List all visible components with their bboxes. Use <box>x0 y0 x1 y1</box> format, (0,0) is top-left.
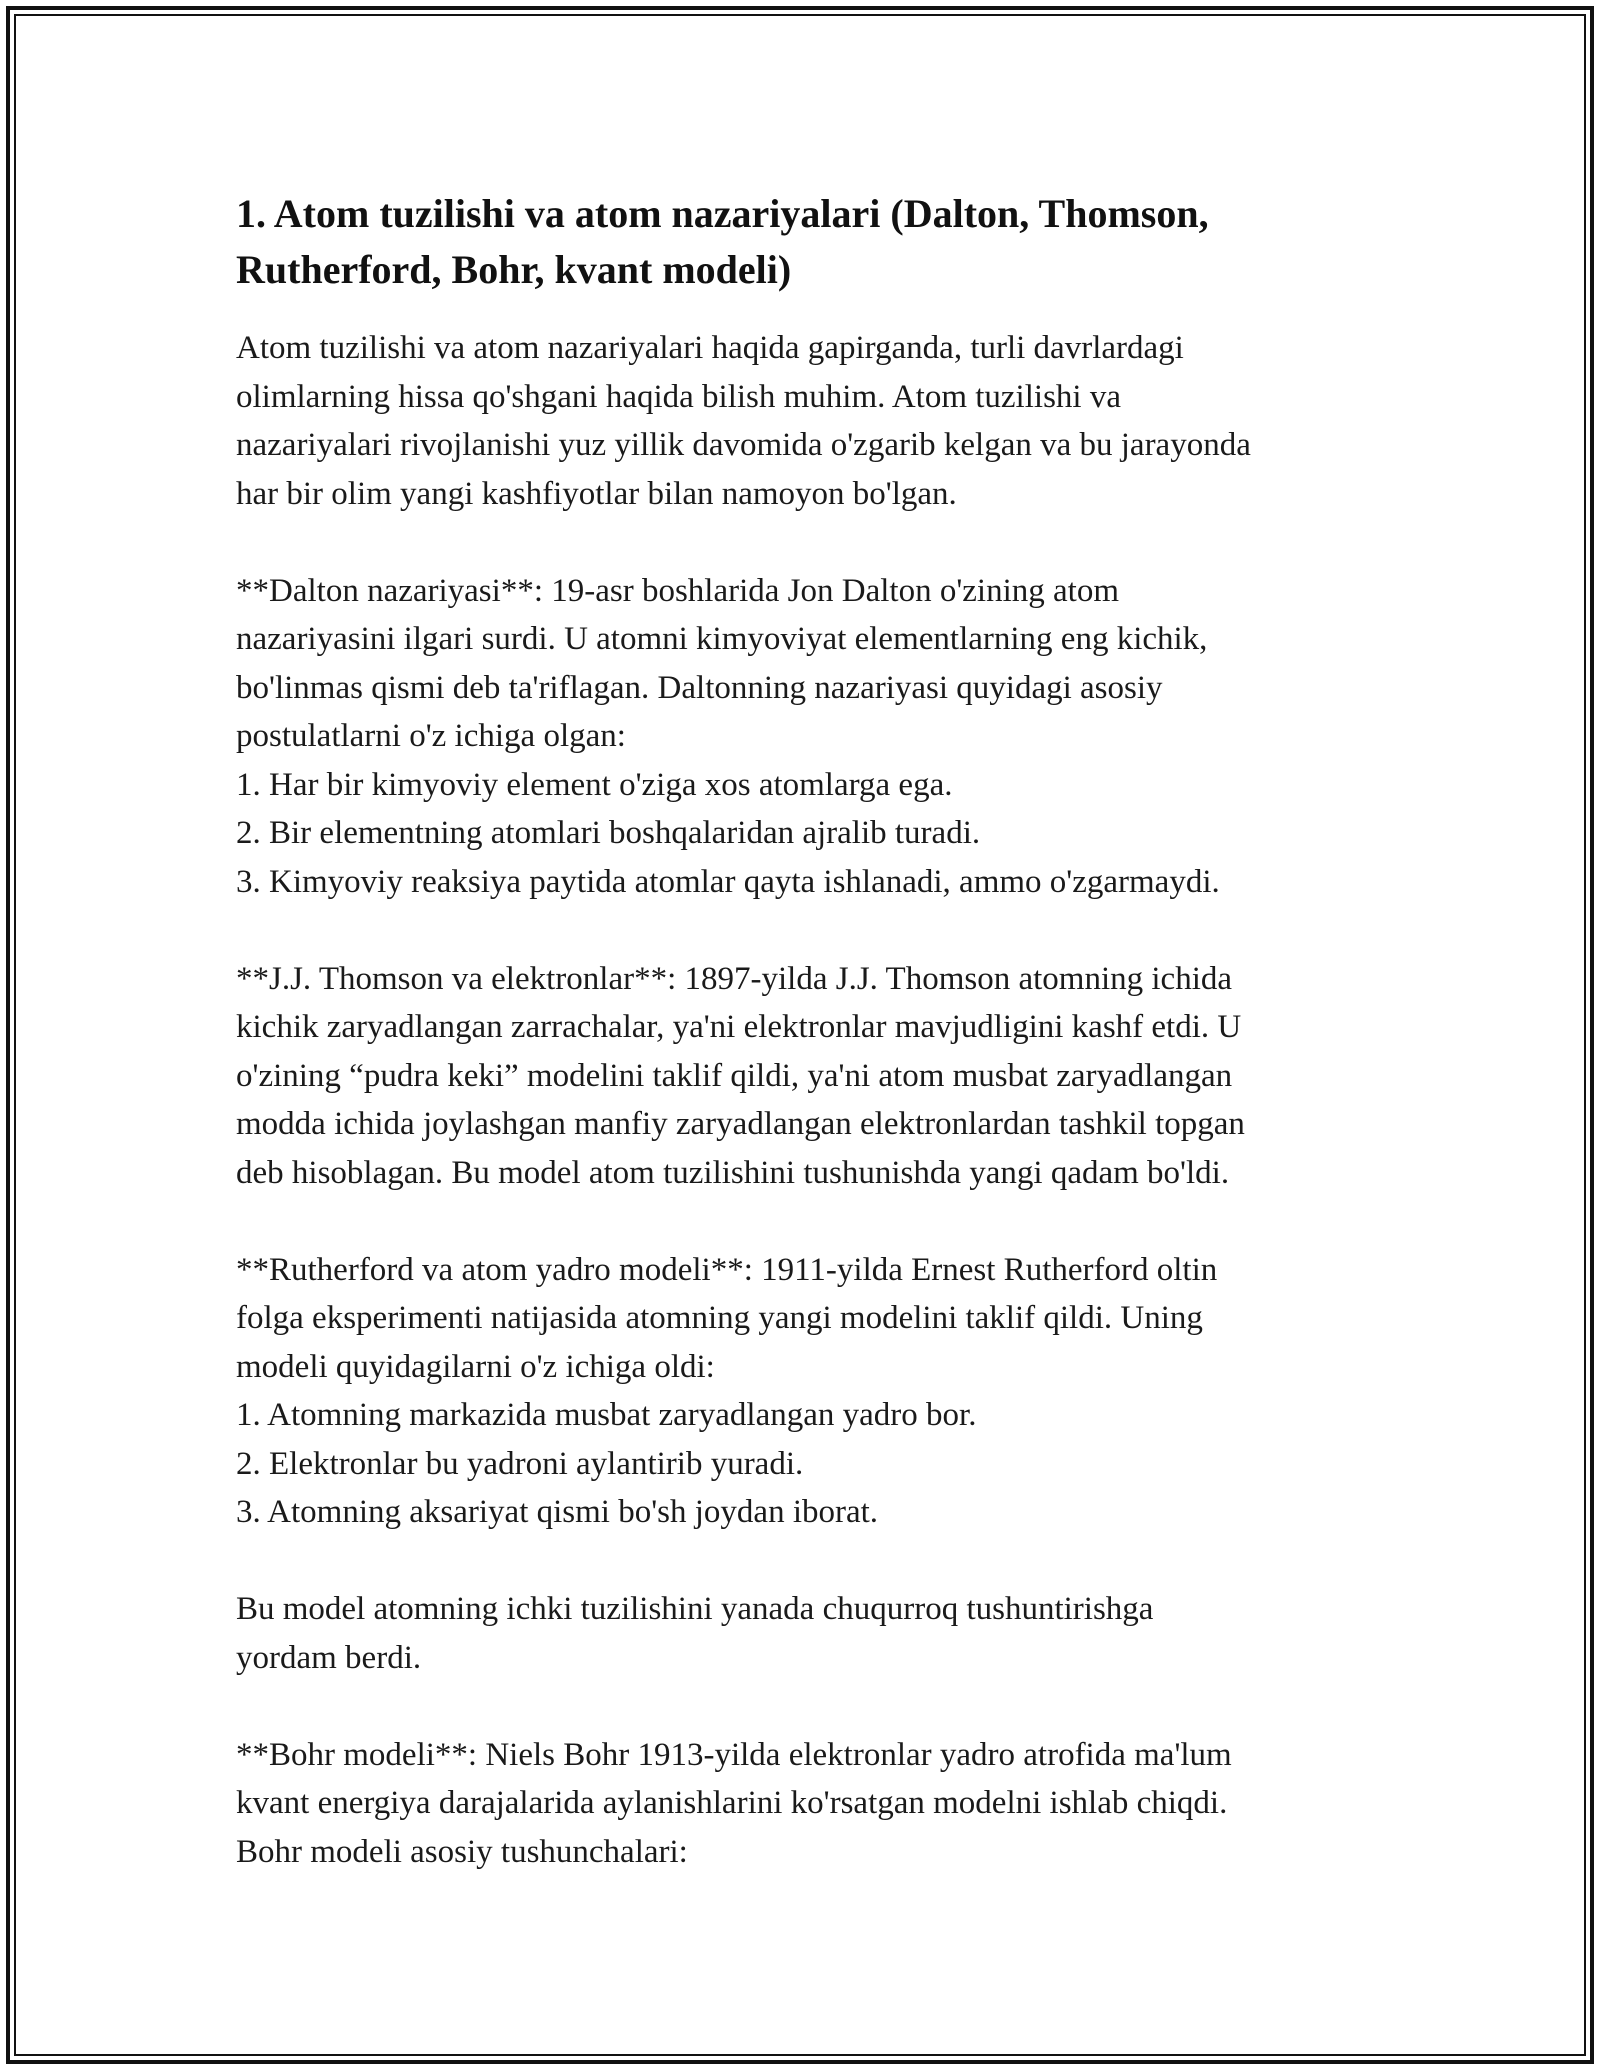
text-line: nazariyasini ilgari surdi. U atomni kimyoviyat elementlarning eng kichik, <box>236 621 1208 657</box>
text-line: bo'linmas qismi deb ta'riflagan. Daltonning nazariyasi quyidagi asosiy <box>236 669 1163 706</box>
list-item: 3. Kimyoviy reaksiya paytida atomlar qayta ishlanadi, ammo o'zgarmaydi. <box>236 863 1220 900</box>
list-item: 1. Atomning markazida musbat zaryadlangan yadro bor. <box>236 1397 977 1433</box>
text-line: kichik zaryadlangan zarrachalar, ya'ni elektronlar mavjudligini kashf etdi. U <box>236 1009 1242 1045</box>
section-title <box>236 186 1376 298</box>
text-line: modeli quyidagilarni o'z ichiga oldi: <box>236 1348 715 1385</box>
text-line: nazariyalari rivojlanishi yuz yillik davomida o'zgarib kelgan va bu jarayonda <box>236 427 1251 463</box>
thomson-paragraph <box>236 955 1376 1198</box>
title-line: 1. Atom tuzilishi va atom nazariyalari (Dalton, Thomson, <box>236 191 1209 236</box>
text-line: **Dalton nazariyasi**: 19-asr boshlarida Jon Dalton o'zining atom <box>236 572 1119 609</box>
text-line: yordam berdi. <box>236 1639 422 1676</box>
text-line: **Bohr modeli**: Niels Bohr 1913-yilda elektronlar yadro atrofida ma'lum <box>236 1736 1232 1773</box>
list-item: 2. Elektronlar bu yadroni aylantirib yuradi. <box>236 1445 804 1482</box>
rutherford-paragraph <box>236 1246 1376 1537</box>
paragraph-spacer <box>236 518 1376 567</box>
paragraph-spacer <box>236 1537 1376 1586</box>
rutherford-summary-paragraph <box>236 1585 1376 1682</box>
list-item: 2. Bir elementning atomlari boshqalaridan ajralib turadi. <box>236 815 981 851</box>
text-line: postulatlarni o'z ichiga olgan: <box>236 718 626 754</box>
text-line: har bir olim yangi kashfiyotlar bilan namoyon bo'lgan. <box>236 475 957 512</box>
intro-paragraph <box>236 324 1376 518</box>
document-body <box>236 186 1376 1876</box>
paragraph-spacer <box>236 1682 1376 1731</box>
title-line: Rutherford, Bohr, kvant modeli) <box>236 247 792 292</box>
text-line: Atom tuzilishi va atom nazariyalari haqida gapirganda, turli davrlardagi <box>236 330 1184 366</box>
text-line: Bu model atomning ichki tuzilishini yanada chuqurroq tushuntirishga <box>236 1591 1154 1627</box>
text-line: Bohr modeli asosiy tushunchalari: <box>236 1833 688 1870</box>
text-line: olimlarning hissa qo'shgani haqida bilish muhim. Atom tuzilishi va <box>236 378 1121 415</box>
text-line: folga eksperimenti natijasida atomning yangi modelini taklif qildi. Uning <box>236 1300 1203 1336</box>
dalton-paragraph <box>236 567 1376 907</box>
list-item: 3. Atomning aksariyat qismi bo'sh joydan iborat. <box>236 1494 879 1530</box>
text-line: modda ichida joylashgan manfiy zaryadlangan elektronlardan tashkil topgan <box>236 1106 1245 1142</box>
paragraph-spacer <box>236 906 1376 955</box>
text-line: o'zining “pudra keki” modelini taklif qildi, ya'ni atom musbat zaryadlangan <box>236 1057 1233 1094</box>
text-line: **J.J. Thomson va elektronlar**: 1897-yilda J.J. Thomson atomning ichida <box>236 960 1233 997</box>
paragraph-spacer <box>236 1197 1376 1246</box>
bohr-paragraph <box>236 1731 1376 1877</box>
text-line: **Rutherford va atom yadro modeli**: 1911-yilda Ernest Rutherford oltin <box>236 1251 1218 1288</box>
text-line: kvant energiya darajalarida aylanishlarini ko'rsatgan modelni ishlab chiqdi. <box>236 1785 1228 1821</box>
text-line: deb hisoblagan. Bu model atom tuzilishini tushunishda yangi qadam bo'ldi. <box>236 1154 1230 1191</box>
list-item: 1. Har bir kimyoviy element o'ziga xos atomlarga ega. <box>236 766 953 803</box>
